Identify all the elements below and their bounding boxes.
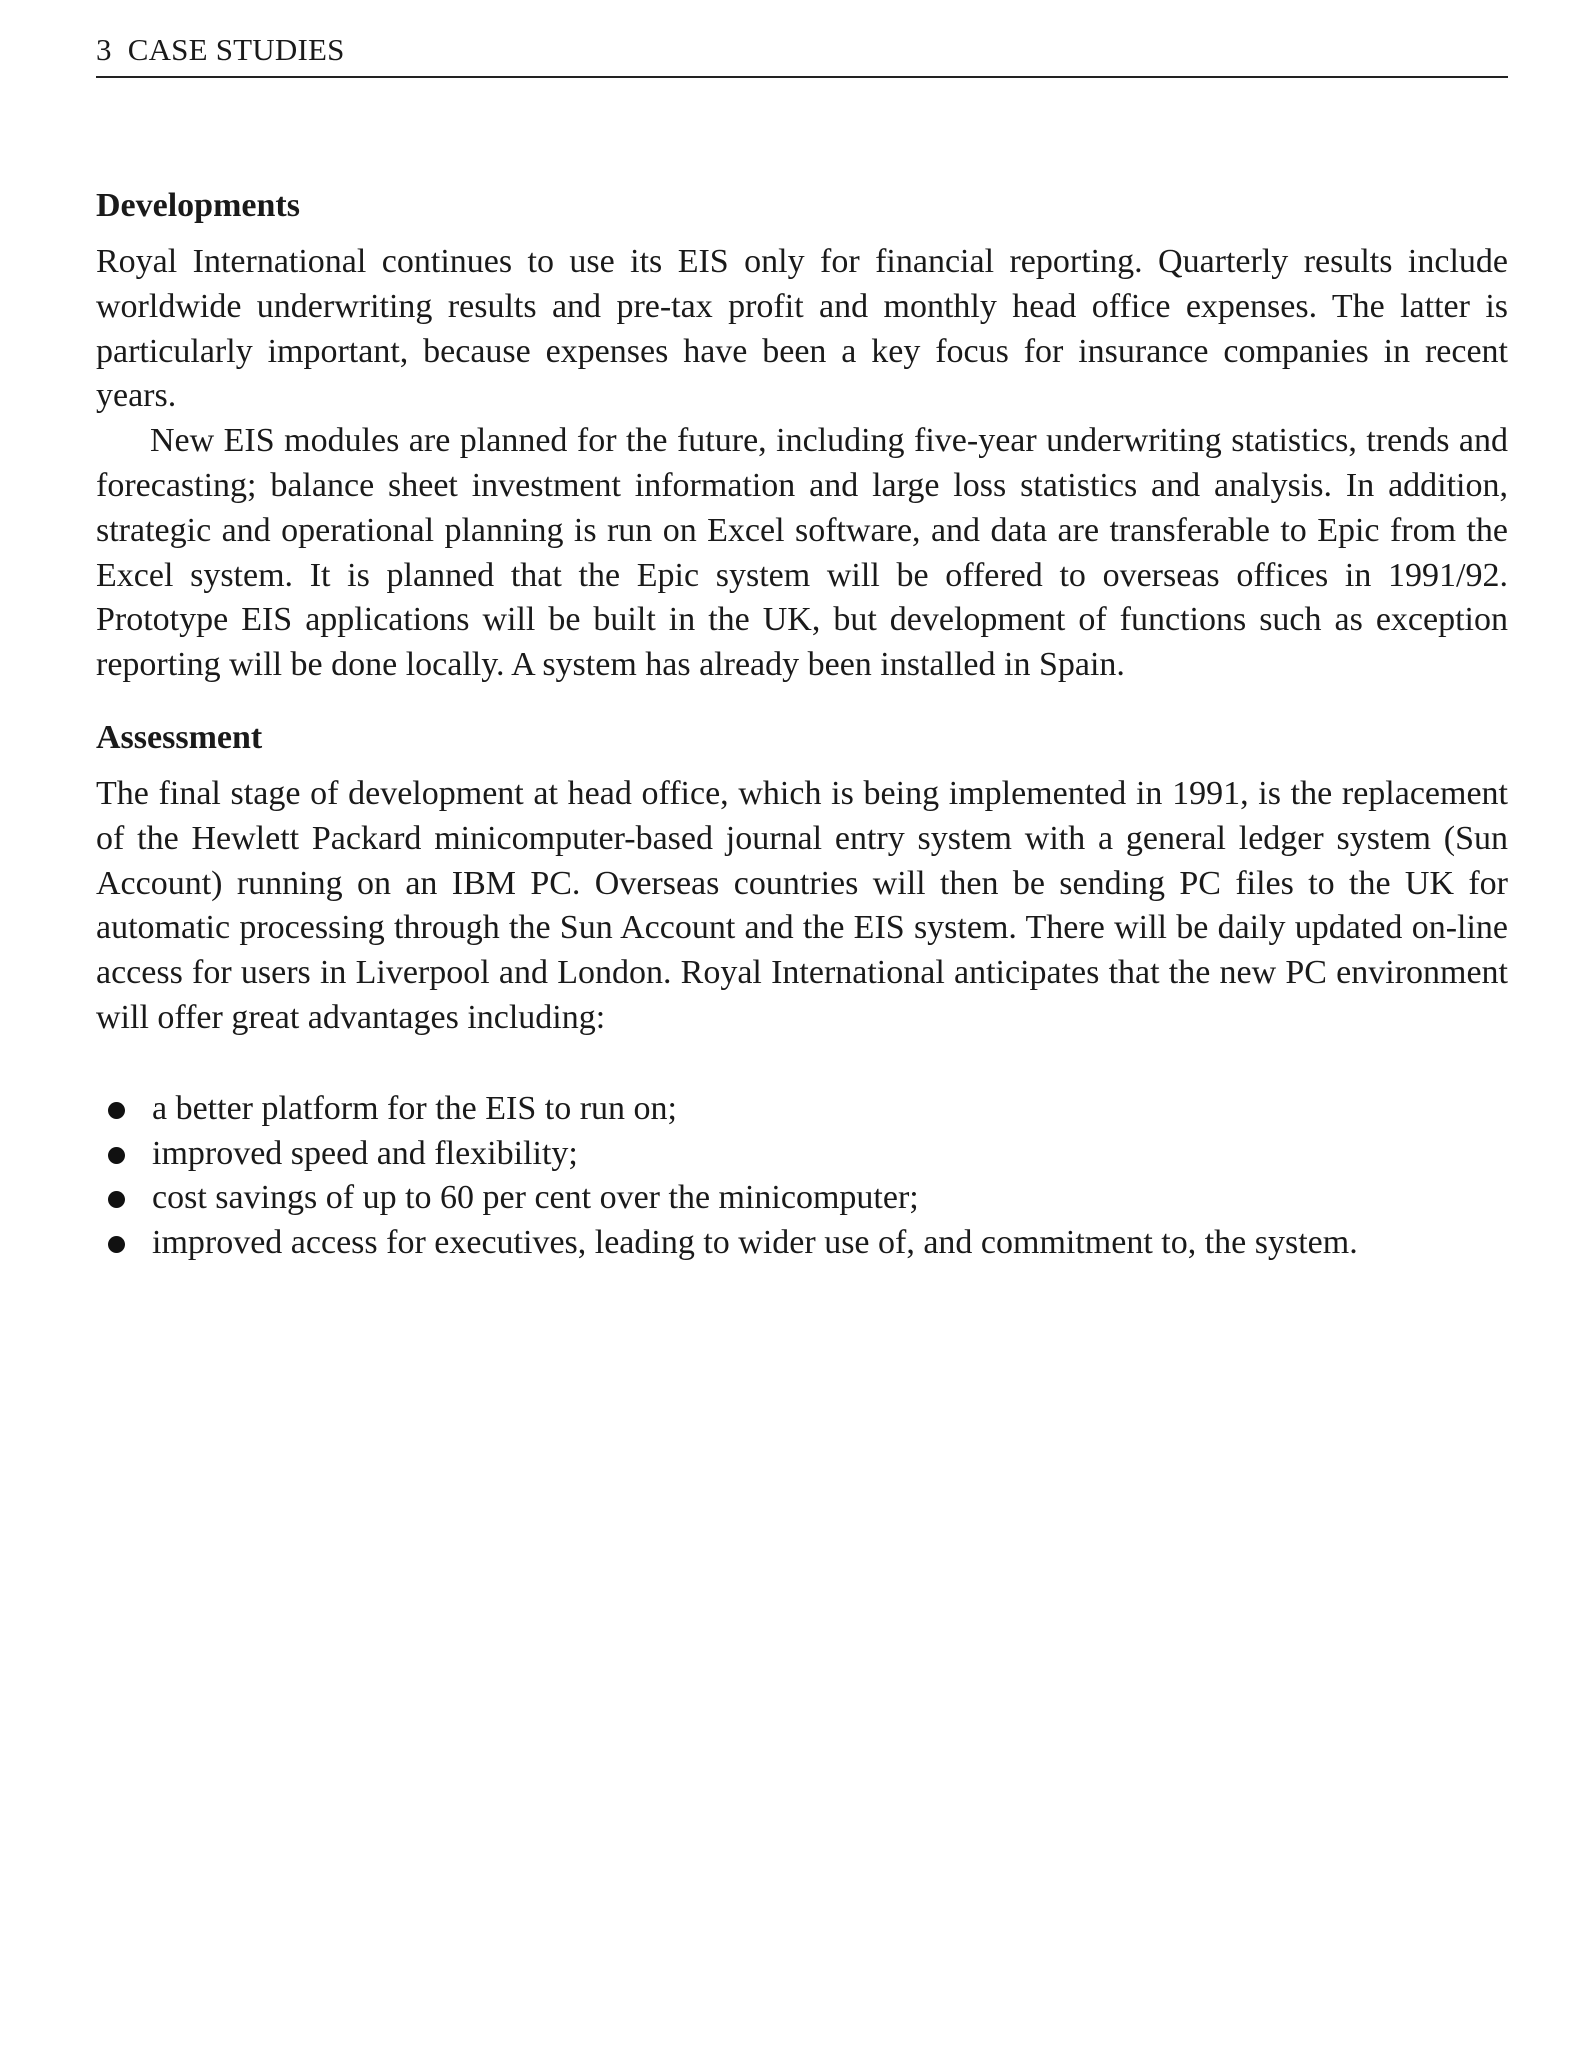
advantages-list	[96, 1087, 1508, 1266]
chapter-title: CASE STUDIES	[127, 32, 345, 67]
developments-paragraph-1: Royal International continues to use its EIS only for financial reporting. Quarterly results include worldwide underwriting results and pre-tax profit and monthly head office expenses. The latter is particularly important, because expenses have been a key focus for insurance companies in recent years.	[96, 243, 1508, 415]
bullet-icon	[108, 1147, 125, 1164]
assessment-paragraph: The final stage of development at head office, which is being implemented in 1991, is the replacement of the Hewlett Packard minicomputer-based journal entry system with a general ledger system (Sun Account) running on an IBM PC. Overseas countries will then be sending PC files to the UK for automatic processing through the Sun Account and the EIS system. There will be daily updated on-line access for users in Liverpool and London. Royal International anticipates that the new PC environment will offer great advantages including:	[96, 774, 1508, 1036]
developments-section	[96, 184, 1508, 688]
assessment-heading: Assessment	[96, 718, 263, 756]
bullet-icon	[108, 1191, 125, 1208]
list-item-text: improved access for executives, leading to wider use of, and commitment to, the system.	[152, 1224, 1358, 1262]
assessment-section	[96, 716, 1508, 1266]
list-item	[96, 1087, 1508, 1132]
bullet-icon	[108, 1236, 125, 1253]
list-item-text: a better platform for the EIS to run on;	[152, 1089, 677, 1127]
list-item-text: improved speed and flexibility;	[152, 1134, 578, 1172]
page	[96, 30, 1508, 1266]
chapter-number: 3	[96, 32, 112, 67]
developments-paragraph-2: New EIS modules are planned for the future, including five-year underwriting statistics, trends and forecasting; balance sheet investment information and large loss statistics and analysis. In addition, strategic and operational planning is run on Excel software, and data are transferable to Epic from the Excel system. It is planned that the Epic system will be offered to overseas offices in 1991/92. Prototype EIS applications will be built in the UK, but development of functions such as exception reporting will be done locally. A system has already been installed in Spain.	[96, 422, 1508, 684]
list-item	[96, 1221, 1508, 1266]
list-item-text: cost savings of up to 60 per cent over the minicomputer;	[152, 1179, 919, 1217]
list-item	[96, 1132, 1508, 1177]
running-header	[96, 30, 1508, 78]
bullet-icon	[108, 1102, 125, 1119]
list-item	[96, 1176, 1508, 1221]
developments-heading: Developments	[96, 187, 300, 224]
